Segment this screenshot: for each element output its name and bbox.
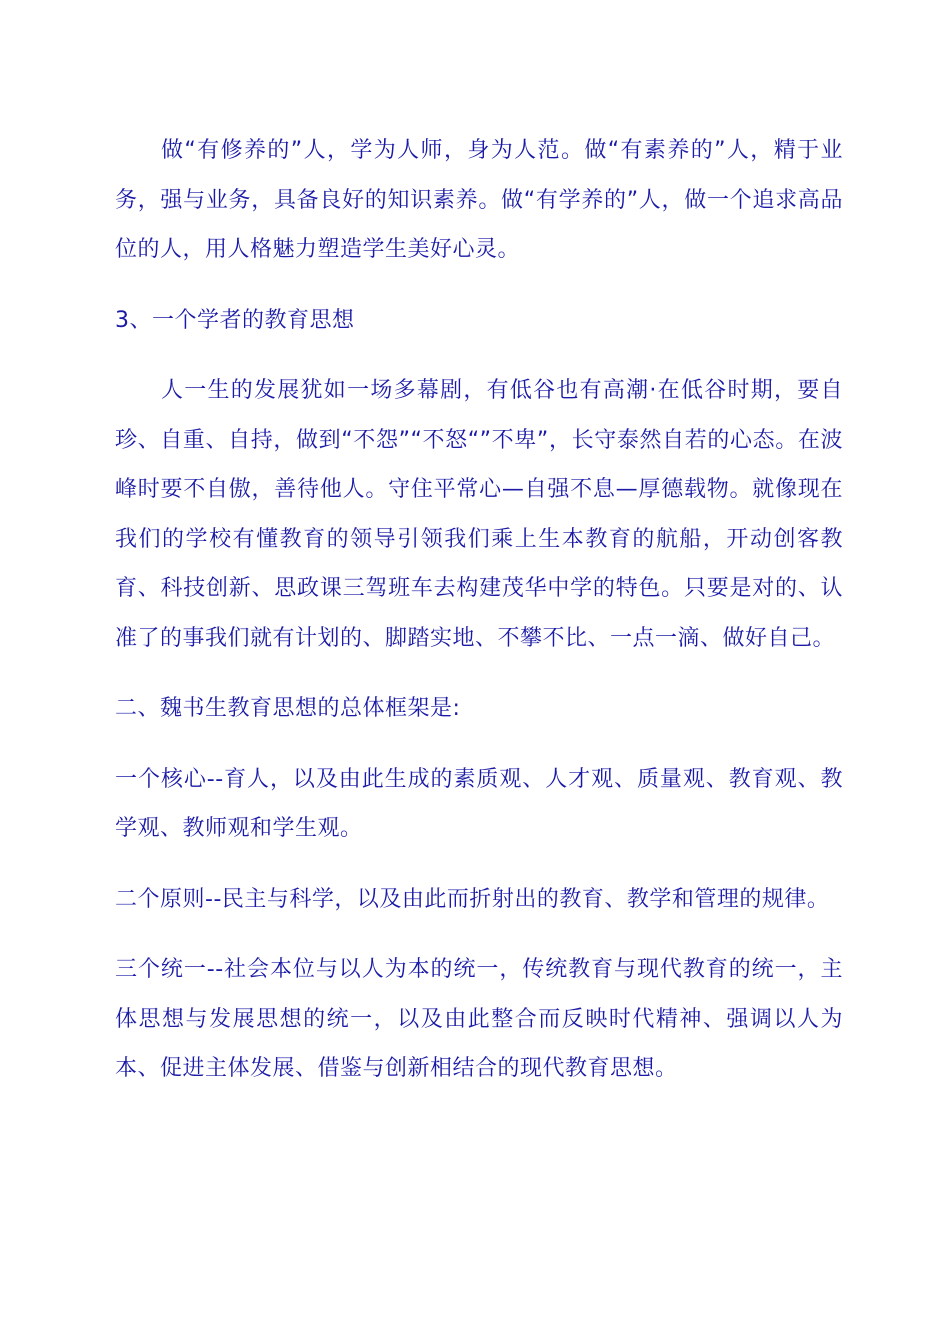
paragraph-three-unities: 三个统一--社会本位与以人为本的统一，传统教育与现代教育的统一，主体思想与发展思想的统一，以及由此整合而反映时代精神、强调以人为本、促进主体发展、借鉴与创新相结合的现代教育思想。 bbox=[115, 957, 843, 1081]
paragraph-two-principles: 二个原则--民主与科学，以及由此而折射出的教育、教学和管理的规律。 bbox=[115, 886, 830, 912]
section-heading-scholar: 3、一个学者的教育思想 bbox=[115, 307, 355, 333]
paragraph-one-core: 一个核心--育人，以及由此生成的素质观、人才观、质量观、教育观、教学观、教师观和学生观。 bbox=[115, 766, 843, 841]
document-body bbox=[115, 126, 843, 1094]
paragraph-life-drama: 人一生的发展犹如一场多幕剧，有低谷也有高潮·在低谷时期，要自珍、自重、自持，做到“不怨”“不怒“”不卑”，长守泰然自若的心态。在波峰时要不自傲，善待他人。守住平常心—自强不息—厚德载物。就像现在我们的学校有懂教育的领导引领我们乘上生本教育的航船，开动创客教育、科技创新、思政课三驾班车去构建茂华中学的特色。只要是对的、认准了的事我们就有计划的、脚踏实地、不攀不比、一点一滴、做好自己。 bbox=[115, 378, 843, 651]
section-heading-framework: 二、魏书生教育思想的总体框架是: bbox=[115, 696, 461, 721]
paragraph-cultivation: 做“有修养的”人，学为人师，身为人范。做“有素养的”人，精于业务，强与业务，具备良好的知识素养。做“有学养的”人，做一个追求高品位的人，用人格魅力塑造学生美好心灵。 bbox=[115, 138, 843, 262]
